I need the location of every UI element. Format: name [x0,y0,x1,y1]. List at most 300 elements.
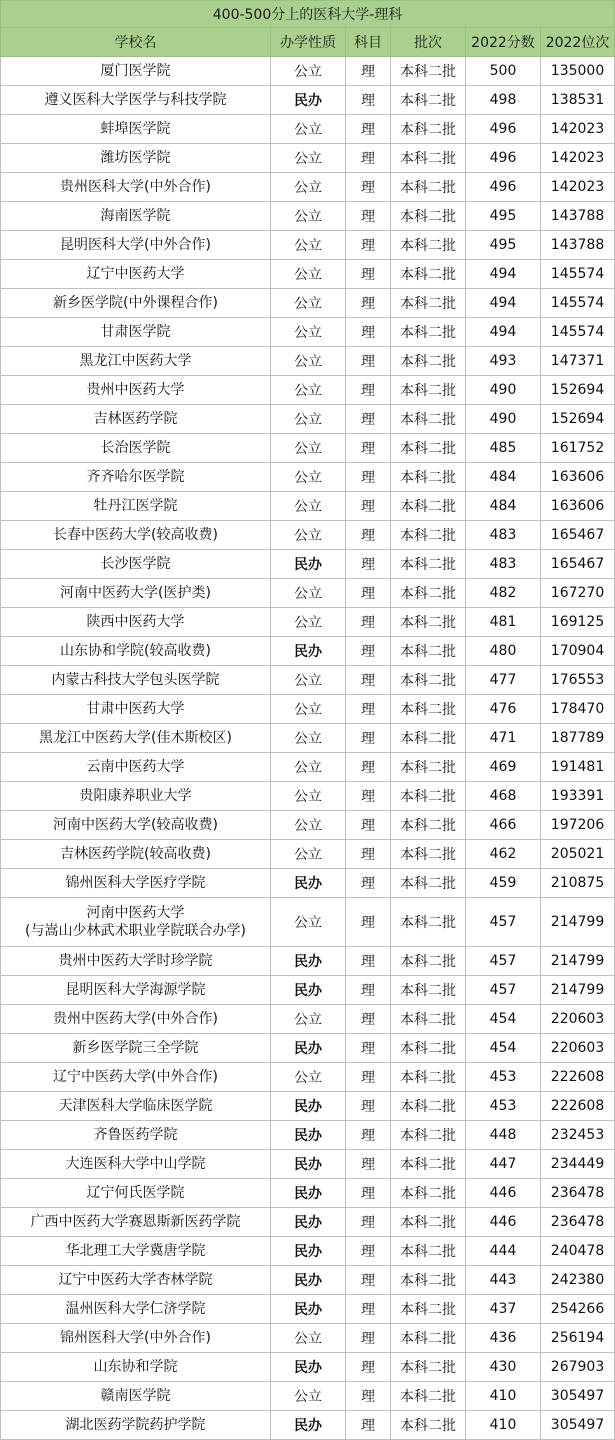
subject-cell: 理 [346,976,391,1005]
school-name-cell [1,463,271,492]
table-row [1,202,615,231]
score-cell: 459 [466,869,541,898]
batch-cell: 本科二批 [391,1411,466,1440]
table-row [1,86,615,115]
table-row [1,1121,615,1150]
table-row [1,1324,615,1353]
batch-cell: 本科二批 [391,869,466,898]
school-name-line: 河南中医药大学 [86,905,185,921]
score-cell: 454 [466,1005,541,1034]
subject-cell: 理 [346,521,391,550]
batch-cell: 本科二批 [391,579,466,608]
table-row [1,1353,615,1382]
batch-cell: 本科二批 [391,202,466,231]
school-type-cell: 民办 [271,637,346,666]
score-cell: 500 [466,57,541,86]
school-type-cell: 公立 [271,579,346,608]
school-name-cell [1,1295,271,1324]
score-cell: 493 [466,347,541,376]
school-name-cell [1,608,271,637]
table-row [1,1266,615,1295]
school-type-cell: 公立 [271,1382,346,1411]
school-name-cell [1,869,271,898]
school-type-cell: 公立 [271,231,346,260]
score-cell: 444 [466,1237,541,1266]
rank-cell: 254266 [541,1295,615,1324]
score-cell: 484 [466,463,541,492]
score-cell: 443 [466,1266,541,1295]
subject-cell: 理 [346,1179,391,1208]
batch-cell: 本科二批 [391,1121,466,1150]
batch-cell: 本科二批 [391,1237,466,1266]
table-row [1,521,615,550]
batch-cell: 本科二批 [391,231,466,260]
batch-cell: 本科二批 [391,492,466,521]
subject-cell: 理 [346,376,391,405]
table-row [1,1150,615,1179]
table-row [1,260,615,289]
subject-cell: 理 [346,57,391,86]
school-name-cell [1,1266,271,1295]
subject-cell: 理 [346,434,391,463]
rank-cell: 197206 [541,811,615,840]
subject-cell: 理 [346,898,391,947]
school-name-cell [1,1034,271,1063]
table-row [1,1295,615,1324]
school-type-cell: 公立 [271,405,346,434]
batch-cell: 本科二批 [391,782,466,811]
subject-cell: 理 [346,1092,391,1121]
table-row [1,869,615,898]
table-title: 400-500分上的医科大学-理科 [1,1,615,28]
school-type-cell: 公立 [271,840,346,869]
school-name-line: 新乡医学院(中外课程合作) [53,295,218,311]
table-row [1,115,615,144]
school-type-cell: 公立 [271,1005,346,1034]
rank-cell: 170904 [541,637,615,666]
school-type-cell: 公立 [271,144,346,173]
table-row [1,782,615,811]
school-name-cell [1,231,271,260]
subject-cell: 理 [346,173,391,202]
school-type-cell: 民办 [271,1208,346,1237]
subject-cell: 理 [346,753,391,782]
school-type-cell: 民办 [271,947,346,976]
school-name-cell [1,202,271,231]
score-cell: 496 [466,173,541,202]
school-type-cell: 民办 [271,1179,346,1208]
rank-cell: 142023 [541,144,615,173]
score-cell: 446 [466,1208,541,1237]
header-school-type: 办学性质 [271,28,346,57]
school-type-cell: 公立 [271,898,346,947]
score-cell: 498 [466,86,541,115]
school-name-line: 赣南医学院 [100,1388,171,1404]
rank-cell: 165467 [541,550,615,579]
rank-cell: 232453 [541,1121,615,1150]
batch-cell: 本科二批 [391,1266,466,1295]
rank-cell: 214799 [541,976,615,1005]
school-type-cell: 公立 [271,753,346,782]
subject-cell: 理 [346,86,391,115]
school-type-cell: 民办 [271,1353,346,1382]
school-name-cell [1,1237,271,1266]
table-row [1,637,615,666]
subject-cell: 理 [346,1237,391,1266]
school-type-cell: 民办 [271,1092,346,1121]
school-name-cell [1,637,271,666]
school-name-line: 天津医科大学临床医学院 [58,1098,213,1114]
subject-cell: 理 [346,318,391,347]
subject-cell: 理 [346,115,391,144]
header-batch: 批次 [391,28,466,57]
school-name-line: 齐鲁医药学院 [93,1127,178,1143]
subject-cell: 理 [346,811,391,840]
score-cell: 457 [466,976,541,1005]
school-name-line: 甘肃医学院 [100,324,171,340]
school-name-line: 河南中医药大学(医护类) [60,585,211,601]
table-row [1,347,615,376]
rank-cell: 191481 [541,753,615,782]
score-cell: 495 [466,231,541,260]
school-name-line: 山东协和学院(较高收费) [60,643,211,659]
table-row [1,376,615,405]
school-name-cell [1,347,271,376]
batch-cell: 本科二批 [391,1150,466,1179]
header-school-name: 学校名 [1,28,271,57]
school-type-cell: 公立 [271,318,346,347]
subject-cell: 理 [346,463,391,492]
batch-cell: 本科二批 [391,289,466,318]
school-name-cell [1,947,271,976]
school-name-line: 吉林医药学院 [93,411,178,427]
score-cell: 481 [466,608,541,637]
school-type-cell: 公立 [271,115,346,144]
score-cell: 469 [466,753,541,782]
school-name-cell [1,695,271,724]
table-row [1,1092,615,1121]
table-row [1,695,615,724]
school-name-cell [1,86,271,115]
rank-cell: 152694 [541,405,615,434]
score-cell: 448 [466,1121,541,1150]
school-name-cell [1,115,271,144]
school-name-cell [1,1208,271,1237]
school-name-line: 贵州医科大学(中外合作) [60,179,211,195]
school-name-line: 温州医科大学仁济学院 [65,1301,206,1317]
batch-cell: 本科二批 [391,898,466,947]
batch-cell: 本科二批 [391,947,466,976]
batch-cell: 本科二批 [391,1034,466,1063]
score-cell: 457 [466,947,541,976]
school-name-cell [1,318,271,347]
subject-cell: 理 [346,347,391,376]
table-row [1,1237,615,1266]
subject-cell: 理 [346,579,391,608]
rank-cell: 193391 [541,782,615,811]
rank-cell: 145574 [541,289,615,318]
batch-cell: 本科二批 [391,550,466,579]
school-name-line: 陕西中医药大学 [86,614,185,630]
table-row [1,840,615,869]
school-type-cell: 民办 [271,869,346,898]
school-type-cell: 公立 [271,492,346,521]
table-row [1,579,615,608]
school-name-cell [1,405,271,434]
school-name-cell [1,666,271,695]
table-row [1,1063,615,1092]
rank-cell: 220603 [541,1034,615,1063]
school-name-line: 海南医学院 [100,208,171,224]
batch-cell: 本科二批 [391,811,466,840]
school-name-line: 广西中医药大学赛恩斯新医药学院 [30,1214,241,1230]
subject-cell: 理 [346,231,391,260]
school-name-cell [1,144,271,173]
rank-cell: 176553 [541,666,615,695]
subject-cell: 理 [346,1150,391,1179]
school-type-cell: 公立 [271,289,346,318]
rank-cell: 214799 [541,947,615,976]
school-name-line: 昆明医科大学海源学院 [65,982,206,998]
school-name-line: 蚌埠医学院 [100,121,171,137]
batch-cell: 本科二批 [391,1179,466,1208]
school-name-cell [1,1005,271,1034]
school-name-cell [1,492,271,521]
rank-cell: 143788 [541,231,615,260]
score-cell: 410 [466,1411,541,1440]
table-row [1,144,615,173]
school-name-line: 锦州医科大学(中外合作) [60,1330,211,1346]
score-cell: 490 [466,376,541,405]
table-row [1,231,615,260]
batch-cell: 本科二批 [391,695,466,724]
rank-cell: 161752 [541,434,615,463]
batch-cell: 本科二批 [391,376,466,405]
rank-cell: 187789 [541,724,615,753]
title-row [1,1,615,28]
school-name-line: 山东协和学院 [93,1359,178,1375]
subject-cell: 理 [346,608,391,637]
batch-cell: 本科二批 [391,753,466,782]
subject-cell: 理 [346,260,391,289]
subject-cell: 理 [346,1005,391,1034]
school-name-cell [1,724,271,753]
score-cell: 494 [466,318,541,347]
batch-cell: 本科二批 [391,666,466,695]
school-type-cell: 公立 [271,347,346,376]
batch-cell: 本科二批 [391,405,466,434]
school-name-line: 贵州中医药大学时珍学院 [58,953,213,969]
score-cell: 484 [466,492,541,521]
school-name-line: 齐齐哈尔医学院 [86,469,185,485]
school-name-line: 黑龙江中医药大学 [79,353,192,369]
header-rank: 2022位次 [541,28,615,57]
table-row [1,1179,615,1208]
rank-cell: 236478 [541,1208,615,1237]
school-name-line: 湖北医药学院药护学院 [65,1417,206,1433]
school-name-line: 遵义医科大学医学与科技学院 [44,92,227,108]
table-row [1,976,615,1005]
batch-cell: 本科二批 [391,1324,466,1353]
school-name-cell [1,550,271,579]
school-type-cell: 公立 [271,1324,346,1353]
table-row [1,57,615,86]
score-cell: 436 [466,1324,541,1353]
batch-cell: 本科二批 [391,144,466,173]
subject-cell: 理 [346,1034,391,1063]
batch-cell: 本科二批 [391,1353,466,1382]
score-cell: 410 [466,1382,541,1411]
batch-cell: 本科二批 [391,840,466,869]
subject-cell: 理 [346,1324,391,1353]
rank-cell: 240478 [541,1237,615,1266]
subject-cell: 理 [346,1411,391,1440]
subject-cell: 理 [346,1353,391,1382]
school-name-line: 河南中医药大学(较高收费) [53,817,218,833]
rank-cell: 305497 [541,1382,615,1411]
school-type-cell: 公立 [271,376,346,405]
batch-cell: 本科二批 [391,1295,466,1324]
school-type-cell: 民办 [271,86,346,115]
school-name-line: 辽宁中医药大学杏林学院 [58,1272,213,1288]
subject-cell: 理 [346,666,391,695]
school-name-line: 辽宁中医药大学(中外合作) [53,1069,218,1085]
score-cell: 477 [466,666,541,695]
school-type-cell: 公立 [271,173,346,202]
batch-cell: 本科二批 [391,1092,466,1121]
header-row [1,28,615,57]
rank-cell: 167270 [541,579,615,608]
subject-cell: 理 [346,724,391,753]
subject-cell: 理 [346,405,391,434]
score-cell: 496 [466,144,541,173]
score-cell: 476 [466,695,541,724]
rank-cell: 210875 [541,869,615,898]
school-name-cell [1,1411,271,1440]
school-type-cell: 民办 [271,1266,346,1295]
rank-cell: 152694 [541,376,615,405]
subject-cell: 理 [346,289,391,318]
school-name-line: 云南中医药大学 [86,759,185,775]
rank-cell: 222608 [541,1063,615,1092]
rank-cell: 163606 [541,492,615,521]
score-cell: 462 [466,840,541,869]
subject-cell: 理 [346,695,391,724]
rank-cell: 145574 [541,260,615,289]
school-name-cell [1,521,271,550]
score-cell: 483 [466,550,541,579]
school-name-line: 锦州医科大学医疗学院 [65,875,206,891]
batch-cell: 本科二批 [391,347,466,376]
school-name-cell [1,434,271,463]
subject-cell: 理 [346,1208,391,1237]
batch-cell: 本科二批 [391,976,466,1005]
school-type-cell: 公立 [271,811,346,840]
school-name-line: 新乡医学院三全学院 [72,1040,199,1056]
header-score: 2022分数 [466,28,541,57]
score-cell: 494 [466,260,541,289]
score-cell: 447 [466,1150,541,1179]
school-name-line: 厦门医学院 [100,63,171,79]
school-type-cell: 公立 [271,724,346,753]
table-row [1,434,615,463]
school-name-line: 吉林医药学院(较高收费) [60,846,211,862]
school-name-cell [1,289,271,318]
table-row [1,753,615,782]
school-name-cell [1,579,271,608]
rank-cell: 222608 [541,1092,615,1121]
school-name-cell [1,898,271,947]
table-row [1,666,615,695]
school-type-cell: 民办 [271,1034,346,1063]
table-row [1,1005,615,1034]
school-name-line: 长治医学院 [100,440,171,456]
batch-cell: 本科二批 [391,637,466,666]
batch-cell: 本科二批 [391,86,466,115]
rank-cell: 178470 [541,695,615,724]
table-row [1,492,615,521]
rank-cell: 142023 [541,115,615,144]
rank-cell: 145574 [541,318,615,347]
school-type-cell: 公立 [271,521,346,550]
batch-cell: 本科二批 [391,173,466,202]
school-name-line: 潍坊医学院 [100,150,171,166]
rank-cell: 256194 [541,1324,615,1353]
rank-cell: 214799 [541,898,615,947]
school-name-cell [1,173,271,202]
school-name-cell [1,976,271,1005]
school-type-cell: 公立 [271,463,346,492]
school-name-line: 大连医科大学中山学院 [65,1156,206,1172]
rank-cell: 242380 [541,1266,615,1295]
score-cell: 454 [466,1034,541,1063]
score-cell: 457 [466,898,541,947]
batch-cell: 本科二批 [391,434,466,463]
school-type-cell: 民办 [271,1150,346,1179]
batch-cell: 本科二批 [391,57,466,86]
subject-cell: 理 [346,637,391,666]
school-name-cell [1,782,271,811]
rank-cell: 143788 [541,202,615,231]
table-row [1,724,615,753]
table-row [1,1411,615,1440]
school-type-cell: 民办 [271,1295,346,1324]
score-cell: 453 [466,1063,541,1092]
table-row [1,405,615,434]
school-type-cell: 公立 [271,1063,346,1092]
subject-cell: 理 [346,1121,391,1150]
score-cell: 446 [466,1179,541,1208]
school-type-cell: 公立 [271,695,346,724]
school-name-line: 贵州中医药大学 [86,382,185,398]
school-name-line: 牡丹江医学院 [93,498,178,514]
rank-cell: 135000 [541,57,615,86]
school-name-line: 黑龙江中医药大学(佳木斯校区) [39,730,232,746]
school-name-line: 贵州中医药大学(中外合作) [53,1011,218,1027]
rank-cell: 142023 [541,173,615,202]
subject-cell: 理 [346,550,391,579]
batch-cell: 本科二批 [391,1005,466,1034]
school-name-line: (与嵩山少林武术职业学院联合办学) [25,923,246,939]
school-type-cell: 公立 [271,202,346,231]
school-name-cell [1,376,271,405]
subject-cell: 理 [346,947,391,976]
school-type-cell: 民办 [271,1411,346,1440]
school-name-line: 辽宁何氏医学院 [86,1185,185,1201]
school-type-cell: 公立 [271,260,346,289]
school-type-cell: 公立 [271,782,346,811]
school-name-cell [1,811,271,840]
